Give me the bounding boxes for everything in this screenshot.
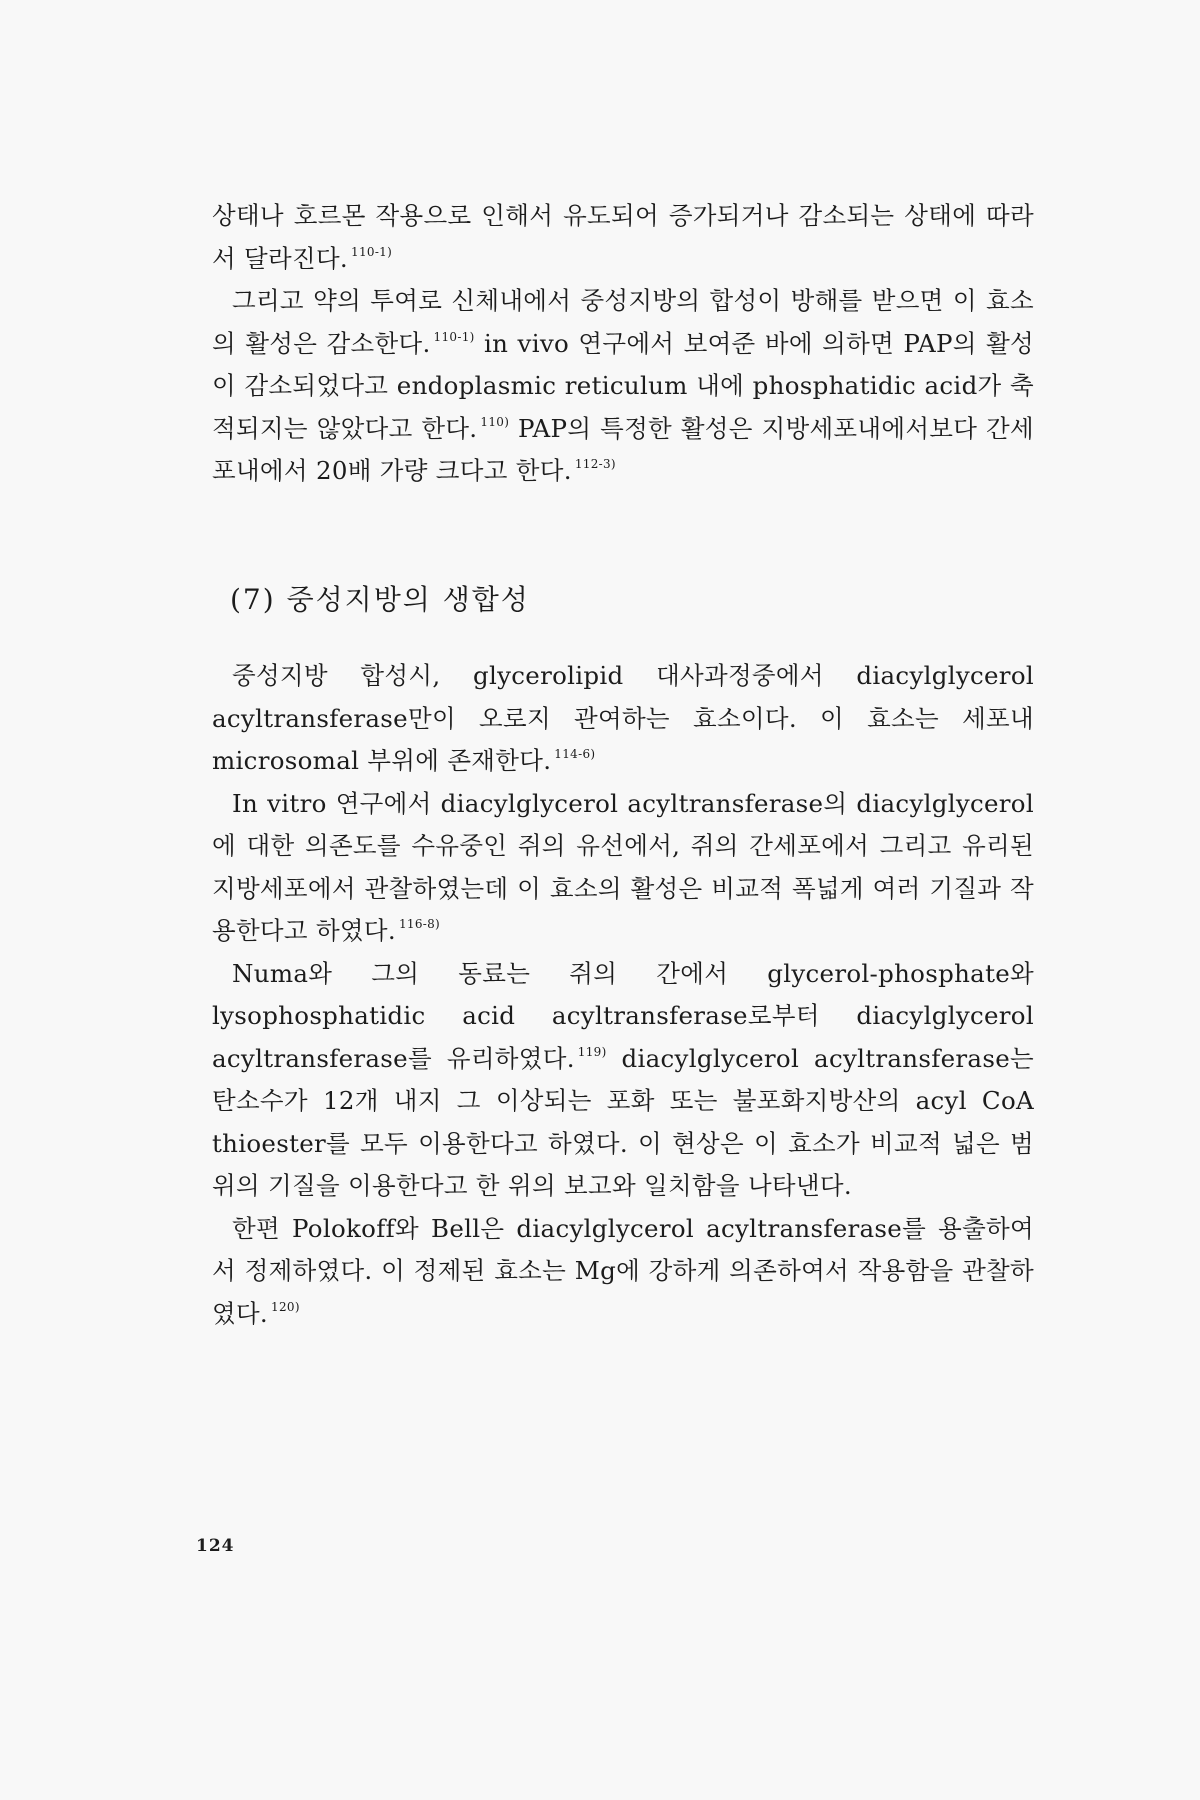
section-heading: (7) 중성지방의 생합성: [230, 583, 530, 616]
paragraph-text: In vitro 연구에서 diacylglycerol acyltransferase의 diacylglycerol에 대한 의존도를 수유중인 쥐의 유선에서, 쥐의 간세포에서 그리고 유리된 지방세포에서 관찰하였는데 이 효소의 활성은 비교적 폭넓게 여러 기질과 작용한다고 하였다.: [212, 788, 1034, 945]
paragraph: [212, 280, 1034, 493]
text-block-main: [212, 655, 1034, 1335]
paragraph: [212, 953, 1034, 1208]
page-number: 124: [196, 1536, 235, 1556]
paragraph-text: Numa와 그의 동료는 쥐의 간에서 glycerol-phosphate와 lysophosphatidic acid acyltransferase로부터 diacylglycerol acyltransferase를 유리하였다.: [212, 958, 1034, 1073]
paragraph-text: 상태나 호르몬 작용으로 인해서 유도되어 증가되거나 감소되는 상태에 따라서 달라진다.: [212, 201, 1034, 273]
paragraph: [212, 783, 1034, 953]
reference-marker: 112-3): [574, 457, 616, 471]
paragraph: [212, 655, 1034, 783]
paragraph-text: 한편 Polokoff와 Bell은 diacylglycerol acyltransferase를 용출하여서 정제하였다. 이 정제된 효소는 Mg에 강하게 의존하여서 작용함을 관찰하였다.: [212, 1213, 1034, 1328]
paragraph-text: 중성지방 합성시, glycerolipid 대사과정중에서 diacylglycerol acyltransferase만이 오로지 관여하는 효소이다. 이 효소는 세포내 microsomal 부위에 존재한다.: [212, 661, 1034, 775]
paragraph: [212, 195, 1034, 280]
paragraph-text: in vivo 연구에서 보여준 바에 의하면 PAP의 활성이 감소되었다고 endoplasmic reticulum 내에 phosphatidic acid가 축적되지는 않았다고 한다.: [212, 328, 1035, 443]
paragraph-text: diacylglycerol acyltransferase는 탄소수가 12개 내지 그 이상되는 포화 또는 불포화지방산의 acyl CoA thioester를 모두 이용한다고 하였다. 이 현상은 이 효소가 비교적 넓은 범위의 기질을 이용한다고 한 위의 보고와 일치함을 나타낸다.: [212, 1043, 1034, 1200]
paragraph: [212, 1208, 1034, 1336]
paragraph-text: 그리고 약의 투여로 신체내에서 중성지방의 합성이 방해를 받으면 이 효소의 활성은 감소한다.: [212, 286, 1034, 358]
reference-marker: 110): [480, 414, 510, 429]
text-block-top: [212, 195, 1034, 493]
reference-marker: 119): [577, 1044, 607, 1059]
reference-marker: 114-6): [554, 747, 596, 761]
reference-marker: 120): [271, 1299, 300, 1314]
reference-marker: 116-8): [398, 917, 441, 931]
reference-marker: 110-1): [351, 244, 393, 259]
reference-marker: 110-1): [433, 329, 475, 344]
paragraph-text: PAP의 특정한 활성은 지방세포내에서보다 간세포내에서 20배 가량 크다고 한다.: [212, 413, 1034, 485]
